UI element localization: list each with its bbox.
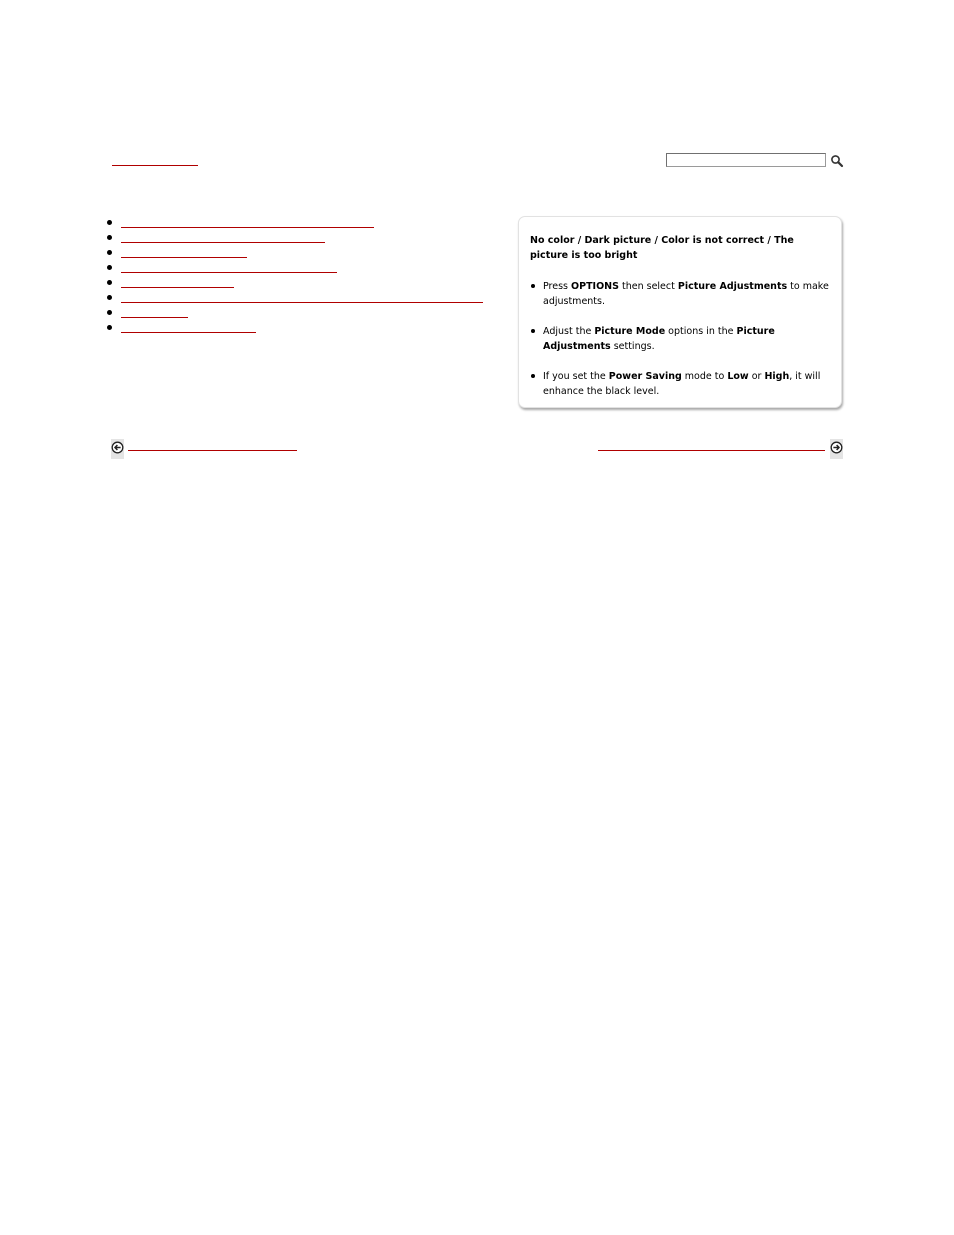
tip-keyword: Picture Adjustments [677,281,788,292]
next-page-nav [596,439,843,459]
topic-link-4[interactable] [121,261,337,273]
topic-link-1[interactable] [121,216,374,228]
tip-keyword: Power Saving [608,371,682,382]
topic-link-7[interactable] [121,306,188,318]
topic-link-5[interactable] [121,276,234,288]
topic-link-2[interactable] [121,231,325,243]
tip-text: or [748,371,765,382]
bullet [107,295,112,300]
tip-keyword: Picture Adjustments [543,326,775,352]
topic-link-8[interactable] [121,321,256,333]
bullet [107,250,112,255]
tip-text: If you set the [543,371,609,382]
tip-text: Press [543,281,572,292]
previous-page-link[interactable] [128,439,297,451]
bullet [531,374,535,378]
bullet [107,265,112,270]
arrow-left-circle-icon[interactable] [111,439,124,459]
search-box [666,153,844,169]
previous-page-nav [111,439,301,459]
tip-item [530,279,835,309]
tip-text: to make adjustments. [543,281,829,307]
tip-text: settings. [610,341,655,352]
bullet [107,235,112,240]
arrow-right-circle-icon[interactable] [830,439,843,459]
tip-list [530,279,835,414]
next-page-link[interactable] [598,439,825,451]
tip-text: , it will enhance the black level. [543,371,821,397]
tip-keyword: Picture Mode [594,326,666,337]
tip-keyword: High [764,371,790,382]
tip-item [530,369,835,399]
bullet [531,329,535,333]
tip-card-title: No color / Dark picture / Color is not correct / The picture is too bright [530,235,794,261]
tip-card [518,216,842,408]
tip-text: then select [618,281,678,292]
tip-keyword: Low [727,371,749,382]
search-input[interactable] [666,153,826,167]
tip-text: options in the [665,326,737,337]
search-icon [830,154,844,168]
bullet [107,220,112,225]
bullet [531,284,535,288]
bullet [107,325,112,330]
tip-item [530,324,835,354]
home-link[interactable] [112,152,198,166]
search-button[interactable] [830,153,844,167]
tip-keyword: OPTIONS [571,281,619,292]
bullet [107,280,112,285]
topic-link-6[interactable] [121,291,483,303]
bullet [107,310,112,315]
tip-text: mode to [681,371,728,382]
topic-link-3[interactable] [121,246,247,258]
tip-text: Adjust the [543,326,595,337]
